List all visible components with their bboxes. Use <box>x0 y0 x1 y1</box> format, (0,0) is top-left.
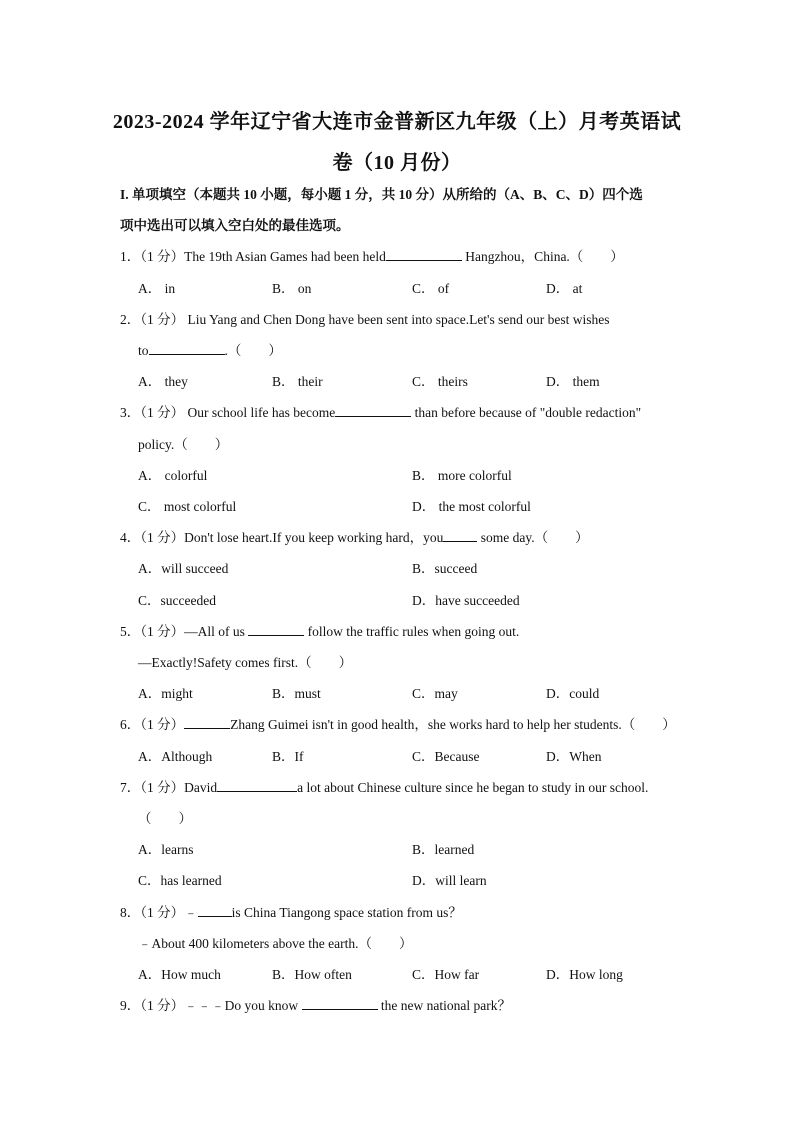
option-a[interactable]: A．Although <box>138 749 213 764</box>
question-stem: Don't lose heart.If you keep working hard，you <box>184 530 444 545</box>
question-8 <box>120 904 680 922</box>
option-b[interactable]: B．must <box>272 686 321 701</box>
answer-blank[interactable] <box>149 342 225 355</box>
question-5-line2: —Exactly!Safety comes first.（ ） <box>138 655 353 670</box>
question-number: 6．（1 分） <box>120 717 185 732</box>
question-stem: Liu Yang and Chen Dong have been sent into space.Let's send our best wishes <box>184 312 610 327</box>
option-b[interactable]: B．learned <box>412 842 475 857</box>
option-c[interactable]: C．may <box>412 686 458 701</box>
option-d[interactable]: D．will learn <box>412 873 487 888</box>
question-7-line2: （ ） <box>138 811 192 826</box>
question-number: 9．（1 分） <box>120 998 185 1013</box>
option-d[interactable]: D． them <box>546 374 600 389</box>
question-5 <box>120 623 680 641</box>
question-number: 3．（1 分） <box>120 405 185 420</box>
option-b[interactable]: B．If <box>272 749 304 764</box>
answer-blank[interactable] <box>386 248 462 261</box>
question-stem: Our school life has become <box>184 405 336 420</box>
option-a[interactable]: A．will succeed <box>138 561 229 576</box>
option-b[interactable]: B．How often <box>272 967 352 982</box>
question-stem: David <box>184 780 218 795</box>
option-b[interactable]: B．succeed <box>412 561 478 576</box>
option-d[interactable]: D．have succeeded <box>412 593 520 608</box>
answer-blank[interactable] <box>217 779 297 792</box>
option-c[interactable]: C． most colorful <box>138 499 237 514</box>
option-d[interactable]: D．When <box>546 749 602 764</box>
option-b[interactable]: B． their <box>272 374 323 389</box>
question-number: 4．（1 分） <box>120 530 185 545</box>
question-3-line2: policy.（ ） <box>138 437 229 452</box>
question-8-line2: ﹣About 400 kilometers above the earth.（ ） <box>138 936 413 951</box>
question-stem: ﹣ <box>184 905 198 920</box>
question-stem-end: follow the traffic rules when going out. <box>304 624 520 639</box>
exam-title-line1: 2023-2024 学年辽宁省大连市金普新区九年级（上）月考英语试 <box>112 111 682 133</box>
question-number: 2．（1 分） <box>120 312 185 327</box>
question-stem-end: a lot about Chinese culture since he began to study in our school. <box>297 780 649 795</box>
option-b[interactable]: B． more colorful <box>412 468 512 483</box>
option-b[interactable]: B． on <box>272 281 312 296</box>
question-3 <box>120 404 680 422</box>
answer-blank[interactable] <box>302 997 378 1010</box>
option-c[interactable]: C．succeeded <box>138 593 216 608</box>
question-stem: —All of us <box>184 624 249 639</box>
option-c[interactable]: C．How far <box>412 967 480 982</box>
question-number: 8．（1 分） <box>120 905 185 920</box>
option-c[interactable]: C．Because <box>412 749 480 764</box>
option-a[interactable]: A． they <box>138 374 188 389</box>
question-stem-end: Zhang Guimei isn't in good health，she works hard to help her students.（ ） <box>230 717 676 732</box>
option-c[interactable]: C． theirs <box>412 374 468 389</box>
answer-blank[interactable] <box>443 529 477 542</box>
question-stem: ﹣﹣﹣Do you know <box>184 998 302 1013</box>
question-7 <box>120 779 680 797</box>
option-a[interactable]: A．might <box>138 686 193 701</box>
question-stem-end: some day.（ ） <box>477 530 589 545</box>
section-heading-line2: 项中选出可以填入空白处的最佳选项。 <box>120 218 350 233</box>
option-d[interactable]: D． the most colorful <box>412 499 531 514</box>
question-stem-end: .（ ） <box>224 343 282 358</box>
option-d[interactable]: D．could <box>546 686 600 701</box>
answer-blank[interactable] <box>335 404 411 417</box>
question-1 <box>120 248 680 266</box>
question-4 <box>120 529 680 547</box>
exam-title-line2: 卷（10 月份） <box>332 152 462 174</box>
question-6 <box>120 716 680 734</box>
section-heading-line1: I. 单项填空（本题共 10 小题，每小题 1 分，共 10 分）从所给的（A、B、C、D）四个选 <box>120 187 643 202</box>
question-number: 5．（1 分） <box>120 624 185 639</box>
question-number: 1．（1 分） <box>120 249 185 264</box>
question-stem-end: the new national park？ <box>377 998 511 1013</box>
option-c[interactable]: C． of <box>412 281 450 296</box>
option-c[interactable]: C．has learned <box>138 873 222 888</box>
option-d[interactable]: D．How long <box>546 967 623 982</box>
option-a[interactable]: A．How much <box>138 967 221 982</box>
answer-blank[interactable] <box>184 716 230 729</box>
question-stem: to <box>138 343 149 358</box>
question-stem-end: Hangzhou，China.（ ） <box>461 249 624 264</box>
question-stem-end: is China Tiangong space station from us？ <box>231 905 462 920</box>
question-2 <box>120 311 680 329</box>
answer-blank[interactable] <box>198 904 232 917</box>
question-number: 7．（1 分） <box>120 780 185 795</box>
question-2-line2 <box>138 342 678 360</box>
option-a[interactable]: A． in <box>138 281 176 296</box>
option-a[interactable]: A． colorful <box>138 468 208 483</box>
question-stem-end: than before because of "double redaction" <box>411 405 642 420</box>
option-a[interactable]: A．learns <box>138 842 194 857</box>
question-stem: The 19th Asian Games had been held <box>184 249 386 264</box>
option-d[interactable]: D． at <box>546 281 583 296</box>
answer-blank[interactable] <box>248 623 304 636</box>
question-9 <box>120 997 680 1015</box>
